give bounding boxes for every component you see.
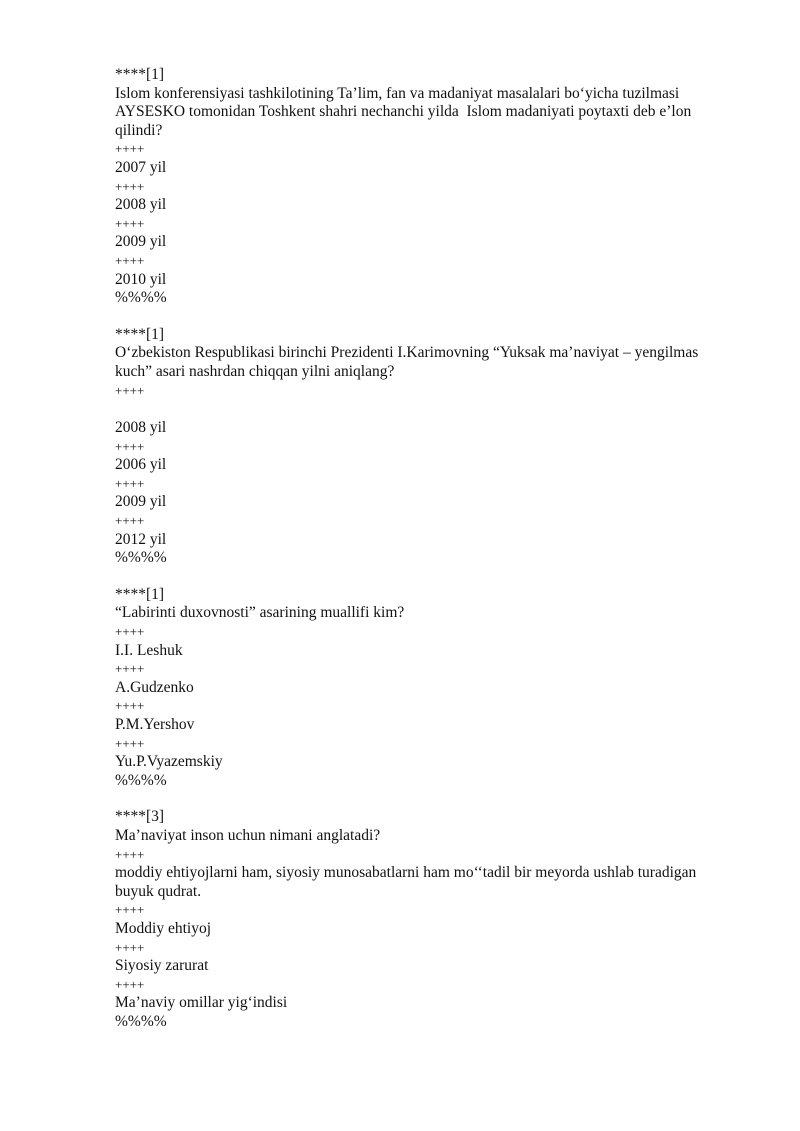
answer-option: 2008 yil (115, 419, 167, 437)
question-text: Islom konferensiyasi tashkilotining Ta’lim, fan va madaniyat masalalari bo‘yicha tuzilmasi AYSESKO tomonidan Toshkent shahri nechanchi yilda Islom madaniyati poytaxti deb e’lon qilindi? (115, 84, 696, 139)
answer-option: Ma’naviy omillar yig‘indisi (115, 994, 288, 1012)
answer-option: 2012 yil (115, 530, 167, 548)
document-page (115, 66, 735, 1050)
answer-option: 2009 yil (115, 493, 167, 511)
option-separator: ++++ (115, 661, 145, 677)
answer-option: moddiy ehtiyojlarni ham, siyosiy munosabatlarni ham mo‘‘tadil bir meyorda ushlab turadigan buyuk qudrat. (115, 864, 701, 900)
answer-option: I.I. Leshuk (115, 641, 183, 659)
blank-line (115, 400, 735, 419)
question-header: ****[1] (115, 66, 165, 83)
option-separator: ++++ (115, 846, 145, 862)
option-separator: ++++ (115, 976, 145, 992)
option-separator: ++++ (115, 624, 145, 640)
option-separator: ++++ (115, 902, 145, 918)
question-header: ****[1] (115, 325, 165, 343)
option-separator: ++++ (115, 475, 145, 491)
answer-option: Moddiy ehtiyoj (115, 919, 212, 937)
answer-option: Siyosiy zarurat (115, 957, 209, 975)
question-text: O‘zbekiston Respublikasi birinchi Prezidenti I.Karimovning “Yuksak ma’naviyat – yengilmas kuch” asari nashrdan chiqqan yilni aniqlang? (115, 344, 703, 380)
question-text: Ma’naviyat inson uchun nimani anglatadi? (115, 826, 381, 844)
option-separator: ++++ (115, 382, 145, 398)
option-separator: ++++ (115, 141, 145, 157)
question-block (115, 586, 735, 791)
question-end-marker: %%%% (115, 771, 167, 789)
question-end-marker: %%%% (115, 1012, 167, 1030)
question-header: ****[3] (115, 808, 165, 826)
answer-option: 2008 yil (115, 196, 167, 214)
question-end-marker: %%%% (115, 289, 167, 307)
option-separator: ++++ (115, 513, 145, 529)
answer-option: Yu.P.Vyazemskiy (115, 753, 223, 771)
question-block (115, 66, 735, 308)
question-header: ****[1] (115, 585, 165, 603)
question-end-marker: %%%% (115, 549, 167, 567)
option-separator: ++++ (115, 438, 145, 454)
answer-option: 2009 yil (115, 233, 167, 251)
question-block (115, 326, 735, 568)
option-separator: ++++ (115, 215, 145, 231)
answer-option: 2007 yil (115, 158, 167, 176)
answer-option: 2006 yil (115, 456, 167, 474)
option-separator: ++++ (115, 178, 145, 194)
answer-option: P.M.Yershov (115, 716, 195, 733)
answer-option: A.Gudzenko (115, 678, 194, 696)
option-separator: ++++ (115, 252, 145, 268)
option-separator: ++++ (115, 939, 145, 955)
option-separator: ++++ (115, 735, 145, 751)
answer-option: 2010 yil (115, 270, 167, 288)
question-block (115, 808, 735, 1031)
option-separator: ++++ (115, 698, 145, 714)
question-text: “Labirinti duxovnosti” asarining muallifi kim? (115, 604, 405, 622)
